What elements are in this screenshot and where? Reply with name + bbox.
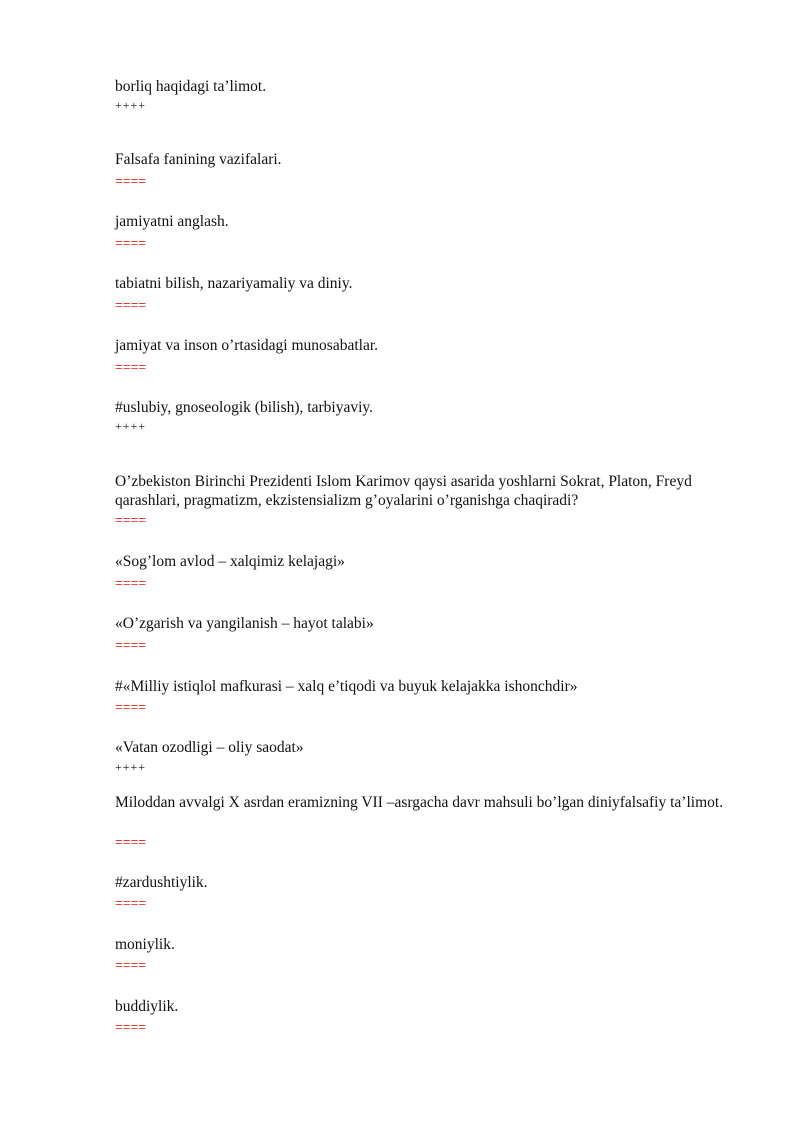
equals-separator: ==== (115, 835, 147, 850)
answer-option: buddiylik. (115, 998, 179, 1015)
equals-separator: ==== (115, 1020, 147, 1035)
equals-separator: ==== (115, 958, 147, 973)
equals-separator: ==== (115, 174, 147, 189)
answer-option: «O’zgarish va yangilanish – hayot talabi» (115, 615, 374, 632)
question-text: Miloddan avvalgi X asrdan eramizning VII –asrgacha davr mahsuli bo’lgan diniyfalsafiy ta’limot. (115, 794, 724, 811)
answer-option: «Vatan ozodligi – oliy saodat» (115, 739, 304, 756)
answer-option: jamiyat va inson o’rtasidagi munosabatlar. (115, 337, 379, 354)
equals-separator: ==== (115, 896, 147, 911)
correct-answer-option: #zardushtiylik. (115, 874, 208, 891)
question-text: O’zbekiston Birinchi Prezidenti Islom Karimov qaysi asarida yoshlarni Sokrat, Platon, Freyd qarashlari, pragmatizm, ekzistensializm g’oyalarini o’rganishga chaqiradi? (115, 473, 696, 509)
equals-separator: ==== (115, 236, 147, 251)
correct-answer-option: #uslubiy, gnoseologik (bilish), tarbiyaviy. (115, 399, 374, 416)
correct-answer-option: #«Milliy istiqlol mafkurasi – xalq e’tiqodi va buyuk kelajakka ishonchdir» (115, 678, 578, 695)
answer-option: «Sog’lom avlod – xalqimiz kelajagi» (115, 553, 345, 570)
question-text: Falsafa fanining vazifalari. (115, 151, 282, 168)
equals-separator: ==== (115, 298, 147, 313)
equals-separator: ==== (115, 700, 147, 715)
equals-separator: ==== (115, 360, 147, 375)
equals-separator: ==== (115, 513, 147, 528)
answer-option: tabiatni bilish, nazariyamaliy va diniy. (115, 275, 353, 292)
answer-option: jamiyatni anglash. (115, 213, 229, 230)
equals-separator: ==== (115, 576, 147, 591)
plus-separator: ++++ (115, 419, 147, 433)
plus-separator: ++++ (115, 760, 147, 774)
text-line: borliq haqidagi ta’limot. (115, 78, 267, 95)
answer-option: moniylik. (115, 936, 175, 953)
equals-separator: ==== (115, 638, 147, 653)
plus-separator: ++++ (115, 98, 147, 112)
